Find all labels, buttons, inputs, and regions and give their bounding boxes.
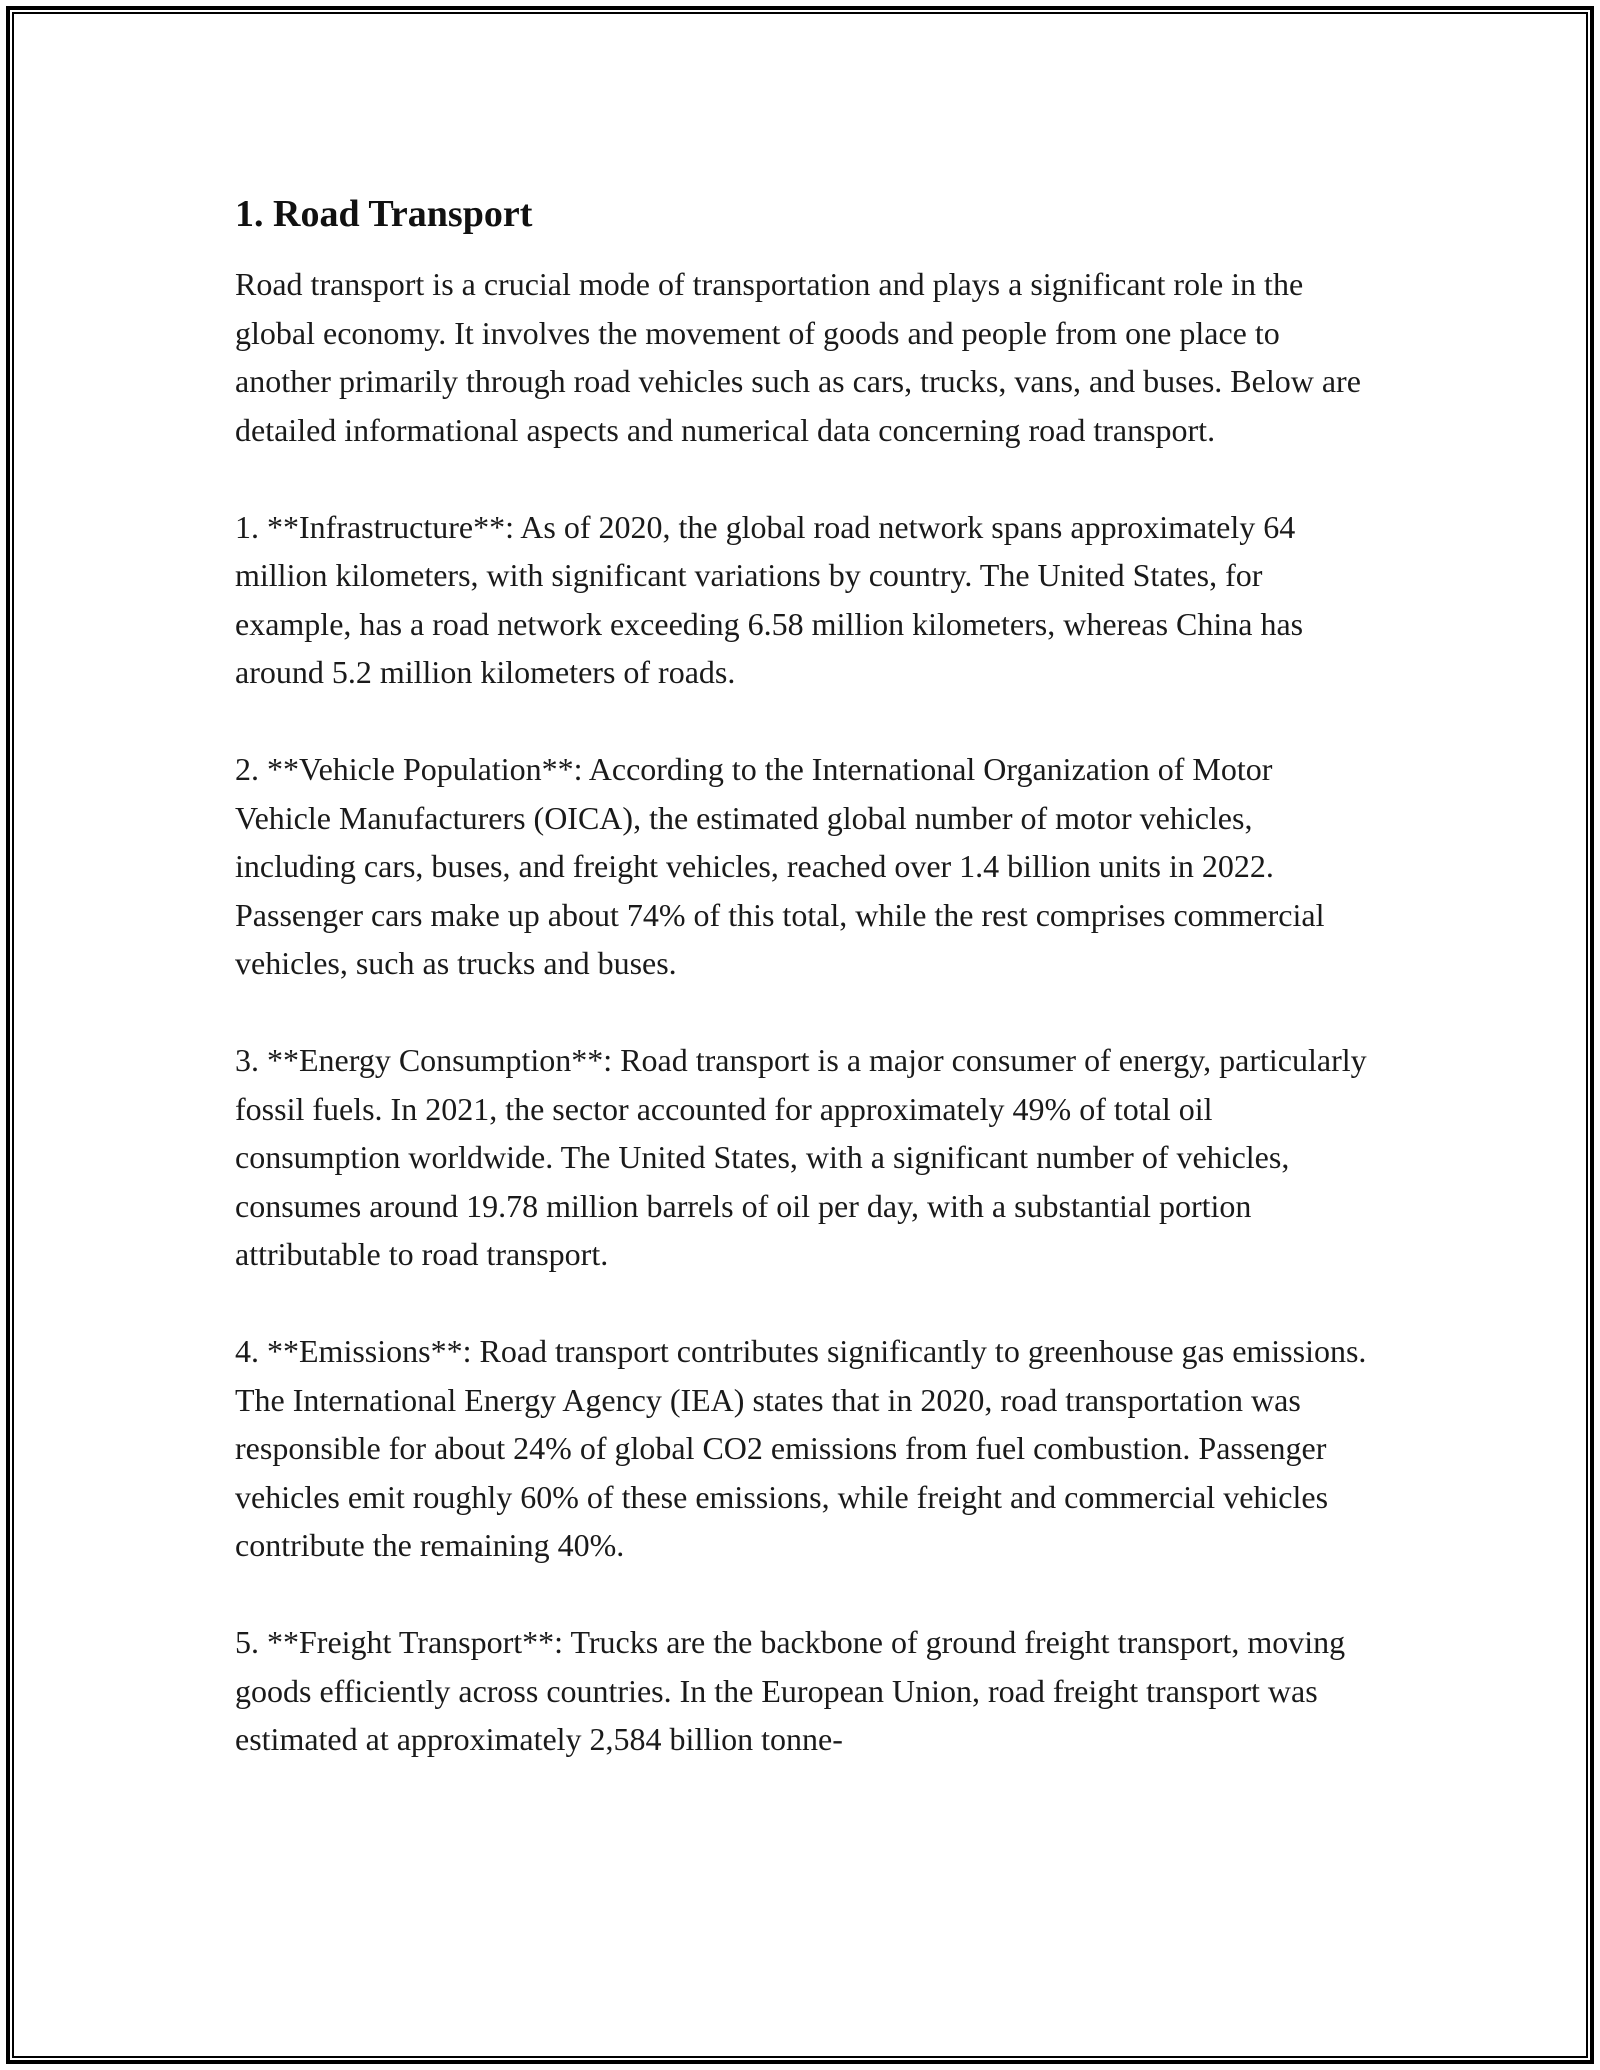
intro-paragraph: Road transport is a crucial mode of transportation and plays a significant role in the global economy. It involves the movement of goods and people from one place to another primarily through road vehicles such as cars, trucks, vans, and buses. Below are detailed informational aspects and numerical data concerning road transport. bbox=[235, 266, 1361, 448]
infrastructure-paragraph: 1. **Infrastructure**: As of 2020, the global road network spans approximately 64 million kilometers, with significant variations by country. The United States, for example, has a road network exceeding 6.58 million kilometers, whereas China has around 5.2 million kilometers of roads. bbox=[235, 508, 1304, 690]
emissions-paragraph: 4. **Emissions**: Road transport contributes significantly to greenhouse gas emissions. The International Energy Agency (IEA) states that in 2020, road transportation was responsible for about 24% of global CO2 emissions from fuel combustion. Passenger vehicles emit roughly 60% of these emissions, while freight and commercial vehicles contribute the remaining 40%. bbox=[235, 1333, 1367, 1563]
energy-consumption-paragraph: 3. **Energy Consumption**: Road transport is a major consumer of energy, particularly fossil fuels. In 2021, the sector accounted for approximately 49% of total oil consumption worldwide. The United States, with a significant number of vehicles, consumes around 19.78 million barrels of oil per day, with a substantial portion attributable to road transport. bbox=[235, 1042, 1367, 1272]
vehicle-population-paragraph: 2. **Vehicle Population**: According to the International Organization of Motor Vehicle Manufacturers (OICA), the estimated global number of motor vehicles, including cars, buses, and freight vehicles, reached over 1.4 billion units in 2022. Passenger cars make up about 74% of this total, while the rest comprises commercial vehicles, such as trucks and buses. bbox=[235, 751, 1325, 981]
freight-transport-paragraph: 5. **Freight Transport**: Trucks are the backbone of ground freight transport, moving goods efficiently across countries. In the European Union, road freight transport was estimated at approximately 2,584 billion tonne- bbox=[235, 1624, 1346, 1757]
section-title: 1. Road Transport bbox=[235, 193, 533, 235]
document-body bbox=[235, 188, 1375, 1764]
